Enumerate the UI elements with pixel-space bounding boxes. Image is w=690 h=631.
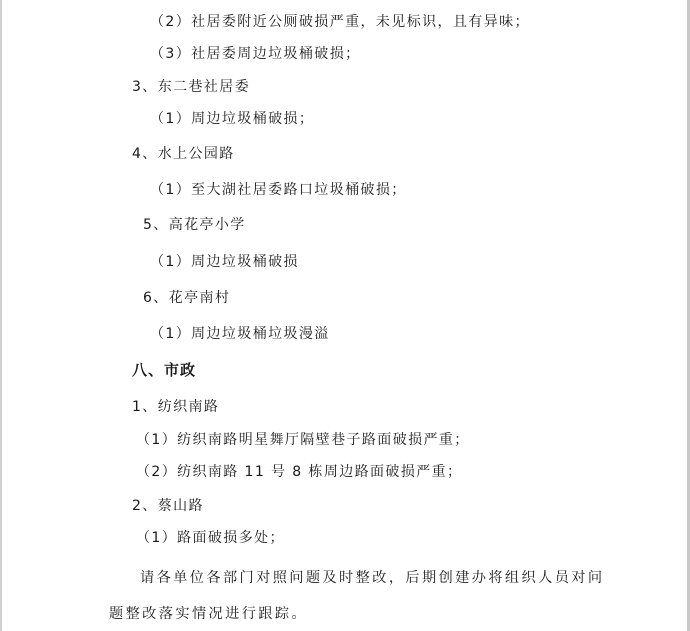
closing-paragraph-line: 请各单位各部门对照问题及时整改，后期创建办将组织人员对问 [140, 570, 605, 586]
page-left-edge [0, 0, 2, 631]
item-line: （1）路面破损多处； [136, 530, 285, 546]
closing-paragraph-line: 题整改落实情况进行跟踪。 [109, 606, 309, 622]
item-line: （2）社居委附近公厕破损严重，未见标识，且有异味； [150, 14, 530, 30]
section-title-line: 4、水上公园路 [132, 146, 235, 162]
section-title-line: 1、纺织南路 [132, 399, 220, 415]
item-line: （1）周边垃圾桶破损； [150, 111, 315, 127]
section-title-line: 3、东二巷社居委 [132, 79, 251, 95]
item-line: （1）纺织南路明星舞厅隔壁巷子路面破损严重； [136, 432, 470, 448]
section-title-line: 5、高花亭小学 [143, 217, 246, 233]
item-line: （1）周边垃圾桶垃圾漫溢 [150, 326, 330, 342]
section-title-line: 6、花亭南村 [143, 290, 231, 306]
section-title-line: 2、蔡山路 [132, 498, 204, 514]
item-line: （1）周边垃圾桶破损 [150, 254, 299, 270]
chapter-heading: 八、市政 [132, 361, 197, 379]
item-line: （2）纺织南路 11 号 8 栋周边路面破损严重； [136, 464, 463, 480]
item-line: （3）社居委周边垃圾桶破损； [150, 46, 361, 62]
item-line: （1）至大湖社居委路口垃圾桶破损； [150, 182, 407, 198]
